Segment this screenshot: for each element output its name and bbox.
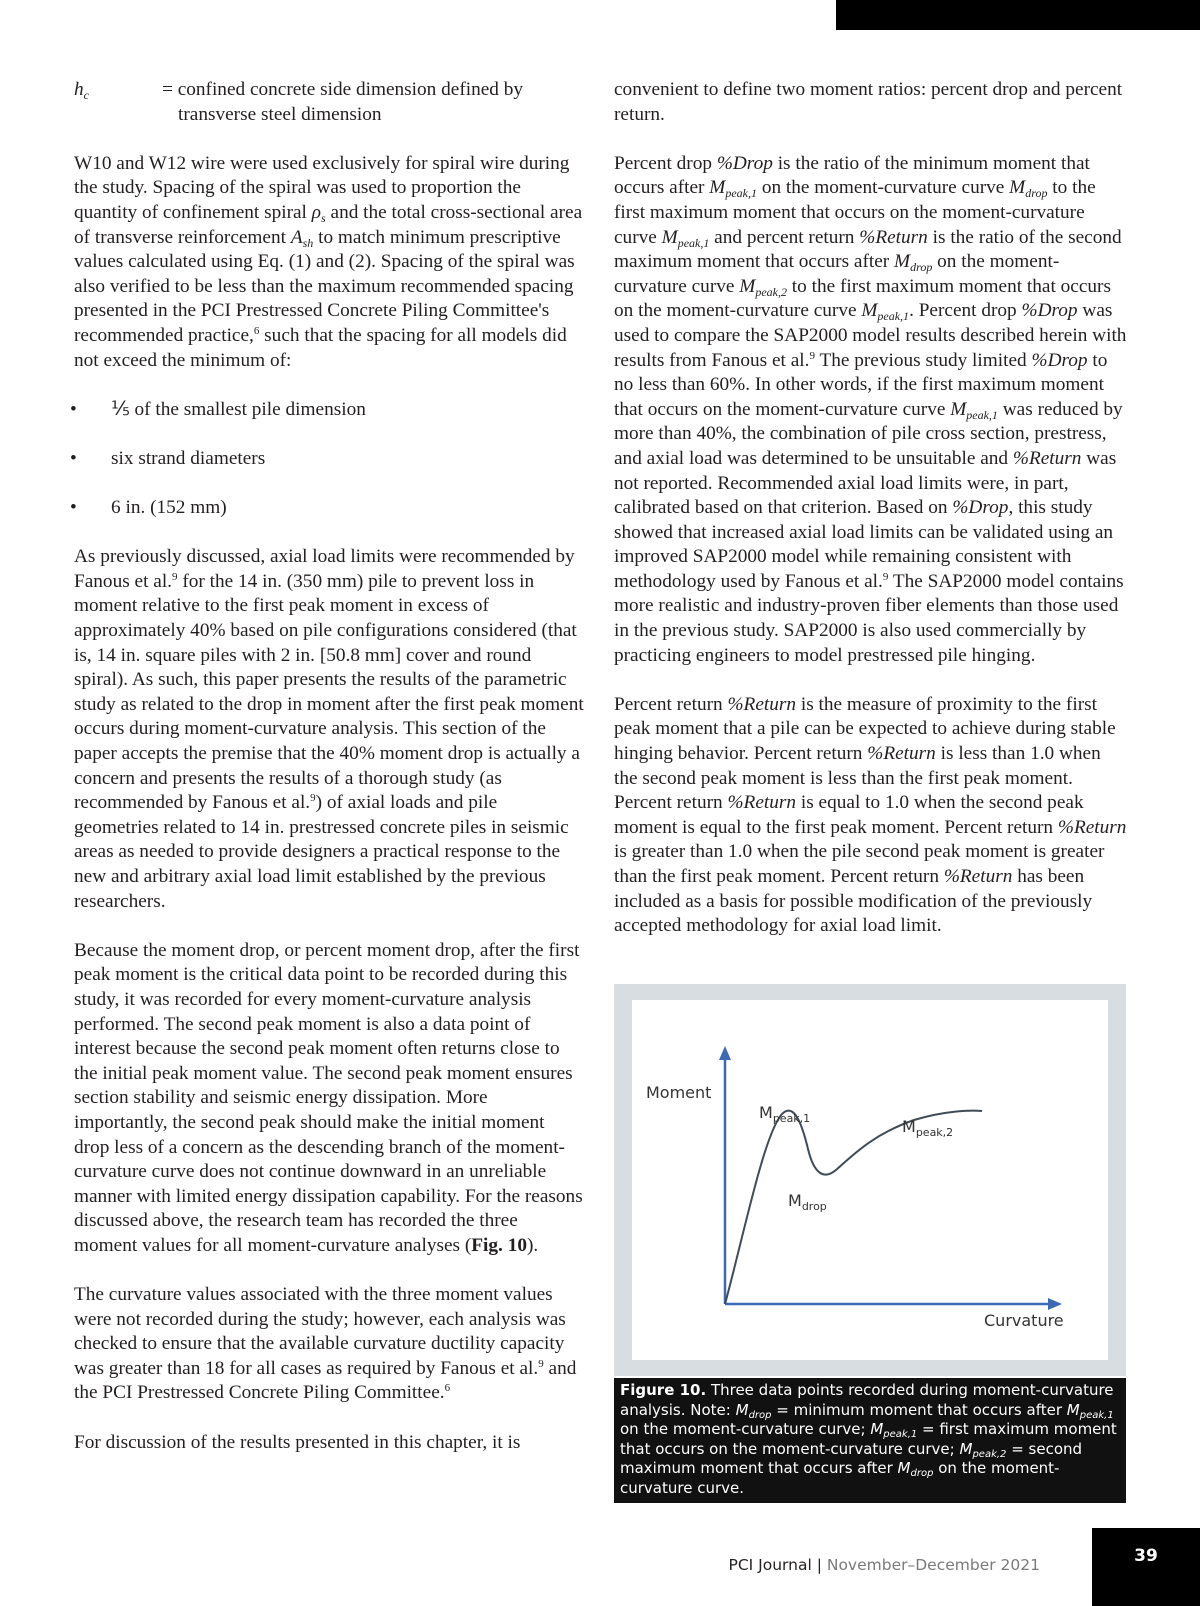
left-column [74,78,584,1480]
paragraph-spiral-wire: W10 and W12 wire were used exclusively for spiral wire during the study. Spacing of the spiral was used to proportion the quantity of confinement spiral $\rho_s$ and the total cross-sectional area of transverse reinforcement $A_{sh}$ to match minimum prescriptive values calculated using Eq. (1) and (2). Spacing of the spiral was also verified to be less than the maximum recommended spacing presented in the PCI Prestressed Concrete Piling Committee's recommended practice,$^6$ such that the spacing for all models did not exceed the minimum of: [74,152,583,371]
bullet-item: • 6 in. (152 mm) [74,496,584,521]
label-m-peak-1: $M_{peak,1}$ [759,1103,811,1125]
definition-hc [74,78,584,127]
label-m-drop: $M_{drop}$ [788,1191,827,1213]
paragraph-curvature: The curvature values associated with the three moment values were not recorded during the study; however, each analysis was checked to ensure that the available curvature ductility capacity was greater than 18 for all cases as required by Fanous et al.$^9$ and the PCI Prestressed Concrete Piling Committee.$^6$ [74,1284,577,1404]
figure-plot-area [632,1000,1108,1360]
bullet-item: • six strand diameters [74,447,584,472]
journal-name: PCI Journal [728,1556,812,1574]
right-column [614,78,1128,963]
bullet-item: • ⅕ of the smallest pile dimension [74,398,584,423]
footer-separator: | [811,1556,827,1574]
spacing-bullet-list [74,398,584,521]
figure-10-caption: Figure 10. Three data points recorded during moment-curvature analysis. Note: $M_{drop}$ = minimum moment that occurs after $M_{peak,1}$ on the moment-curvature curve; $M_{peak,1}$ = first maximum moment that occurs on the moment-curvature curve; $M_{peak,2}$ = second maximum moment that occurs after $M_{drop}$ on the moment-curvature curve. [614,1378,1126,1503]
paragraph-percent-return: Percent return %Return is the measure of proximity to the first peak moment that a pile can be expected to achieve during stable hinging behavior. Percent return %Return is less than 1.0 when the second peak moment is less than the first peak moment. Percent return %Return is equal to 1.0 when the second peak moment is equal to the first peak moment. Percent return %Return is greater than 1.0 when the pile second peak moment is greater than the first peak moment. Percent return %Return has been included as a basis for possible modification of the previously accepted methodology for axial load limit. [614,693,1127,937]
paragraph-discussion-start: For discussion of the results presented in this chapter, it is [74,1431,521,1453]
y-axis-label: Moment [646,1083,712,1102]
figure-reference: Fig. 10 [471,1234,527,1256]
page-number: 39 [1092,1528,1200,1606]
label-m-peak-2: $M_{peak,2}$ [902,1117,954,1139]
paragraph-moment-ratios: convenient to define two moment ratios: percent drop and percent return. [614,79,1123,125]
paragraph-percent-drop: Percent drop %Drop is the ratio of the minimum moment that occurs after $M_{peak,1}$ on the moment-curvature curve $M_{drop}$ to the first maximum moment that occurs on the moment-curvature curve $M_{peak,1}$ and percent return %Return is the ratio of the second maximum moment that occurs after $M_{drop}$ on the moment-curvature curve $M_{peak,2}$ to the first maximum moment that occurs on the moment-curvature curve $M_{peak,1}$. Percent drop %Drop was used to compare the SAP2000 model results described herein with results from Fanous et al.$^9$ The previous study limited %Drop to no less than 60%. In other words, if the first maximum moment that occurs on the moment-curvature curve $M_{peak,1}$ was reduced by more than 40%, the combination of pile cross section, prestress, and axial load was determined to be unsuitable and %Return was not reported. Recommended axial load limits were, in part, calibrated based on that criterion. Based on %Drop, this study showed that increased axial load limits can be validated using an improved SAP2000 model while remaining consistent with methodology used by Fanous et al.$^9$ The SAP2000 model contains more realistic and industry-proven fiber elements than those used in the previous study. SAP2000 is also used commercially by practicing engineers to model prestressed pile hinging. [614,152,1127,666]
definition-text: = confined concrete side dimension defined by transverse steel dimension [162,79,524,125]
definition-symbol: $h_c$ [74,79,89,102]
top-black-bar [836,0,1200,30]
page-footer [729,1556,1041,1574]
issue-date: November–December 2021 [826,1556,1040,1574]
paragraph-axial-load-limits: As previously discussed, axial load limits were recommended by Fanous et al.$^9$ for the 14 in. (350 mm) pile to prevent loss in moment relative to the first peak moment in excess of approximately 40% based on pile configurations considered (that is, 14 in. square piles with 2 in. [50.8 mm] cover and round spiral). As such, this paper presents the results of the parametric study as related to the drop in moment after the first peak moment occurs during moment-curvature analysis. This section of the paper accepts the premise that the 40% moment drop is actually a concern and presents the results of a thorough study (as recommended by Fanous et al.$^9$) of axial loads and pile geometries related to 14 in. prestressed concrete piles in seismic areas as needed to provide designers a practical response to the new and arbitrary axial load limit established by the previous researchers. [74,546,584,912]
moment-curvature-diagram [614,984,1126,1376]
x-axis-label: Curvature [984,1311,1064,1330]
figure-10-moment-curvature [614,984,1126,1376]
paragraph-moment-drop: Because the moment drop, or percent moment drop, after the first peak moment is the critical data point to be recorded during this study, it was recorded for every moment-curvature analysis performed. The second peak moment is also a data point of interest because the second peak moment often returns close to the initial peak moment value. The second peak moment ensures section stability and seismic energy dissipation. More importantly, the second peak should make the initial moment drop less of a concern as the descending branch of the moment-curvature curve does not continue downward in an unreliable manner with limited energy dissipation capability. For the reasons discussed above, the research team has recorded the three moment values for all moment-curvature analyses (Fig. 10). [74,939,583,1256]
